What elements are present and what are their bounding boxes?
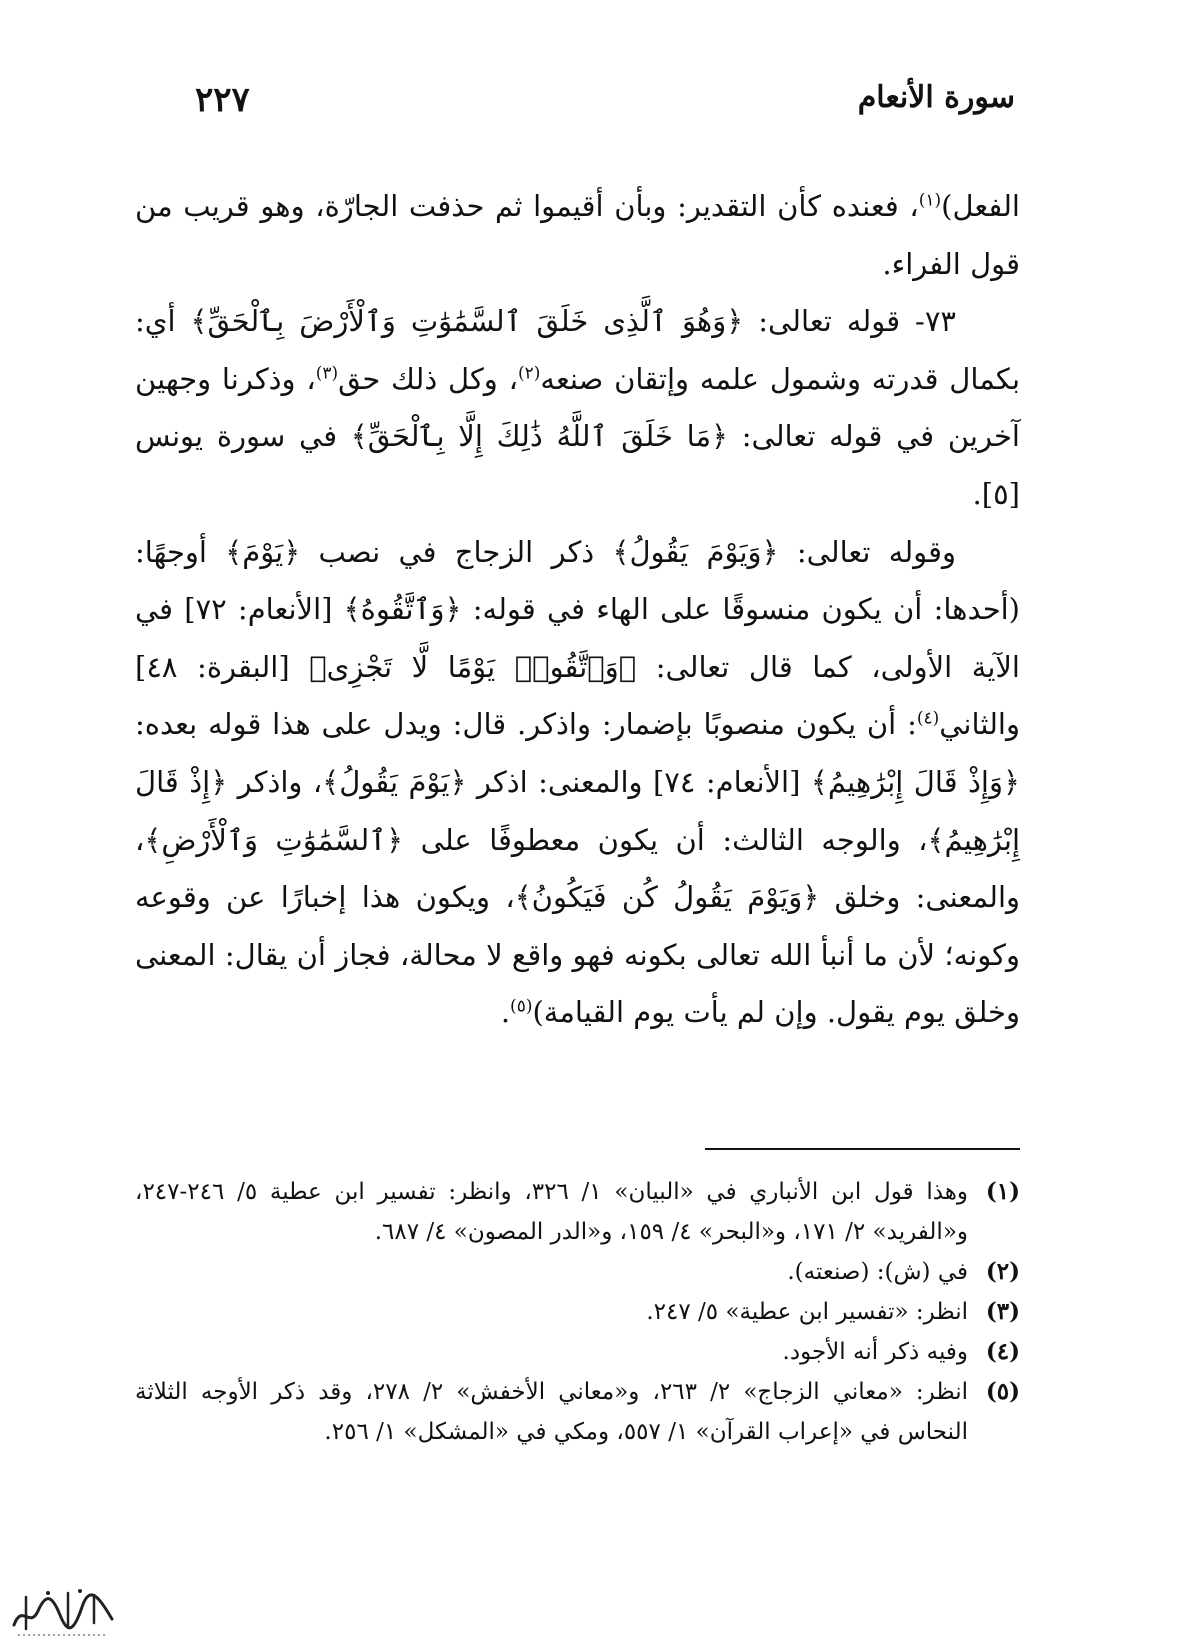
text-span: أوجهًا: (أحدها: أن يكون منسوقًا على الهاء في قوله: [135,534,1020,627]
footnote-item [135,1332,1020,1372]
library-stamp-logo-icon [8,1585,118,1641]
text-span: : أن يكون منصوبًا بإضمار: واذكر. قال: ويدل على هذا قوله بعده: [135,707,917,742]
text-span: ، والوجه الثالث: أن يكون معطوفًا على [403,822,928,857]
quran-quote: ﴿يَوْمَ يَقُولُ﴾ [322,764,467,799]
footnote-item [135,1252,1020,1292]
footnote-ref: (١) [918,190,942,211]
text-span: ٧٣- قوله تعالى: [743,304,957,339]
text-span: الفعل) [941,189,1020,223]
quran-quote: ﴿وَٱتَّقُوا۟ يَوْمًا لَّا تَجْزِى﴾ [309,649,637,684]
main-text [135,178,1020,1042]
text-span: ، واذكر [227,764,323,799]
text-span: [البقرة: ٤٨] والثاني [135,649,1020,742]
text-span: ، والمعنى: وخلق [135,822,1021,915]
footnote-text: انظر: «معاني الزجاج» ٢/ ٢٦٣، و«معاني الأخفش» ٢/ ٢٧٨، وقد ذكر الأوجه الثلاثة النحاس في «إعراب القرآن» ١/ ٥٥٧، ومكي في «المشكل» ١/ ٢٥٦. [135,1379,968,1445]
footnote-number: (٢) [985,1258,1020,1285]
footnote-number: (٥) [985,1378,1020,1405]
footnote-number: (٤) [985,1338,1020,1365]
footnote-item [135,1292,1020,1332]
quran-quote: ﴿وَإِذْ قَالَ إِبْرَٰهِيمُ﴾ [810,764,1020,799]
text-span: . [500,995,511,1030]
footnote-text: وهذا قول ابن الأنباري في «البيان» ١/ ٣٢٦، وانظر: تفسير ابن عطية ٥/ ٢٤٦-٢٤٧، و«الفريد» ٢/ ١٧١، و«البحر» ٤/ ١٥٩، و«الدر المصون» ٤/ ٦٨٧. [135,1179,969,1245]
paragraph-1 [135,178,1020,293]
text-span: في سورة يونس [٥]. [135,419,1020,511]
paragraph-3 [135,524,1020,1042]
text-span: ، فعنده كأن التقدير: وبأن أقيموا ثم حذفت الجارّة، وهو قريب من قول الفراء. [135,189,1020,281]
footnote-item [135,1372,1020,1452]
quran-quote: ﴿وَٱتَّقُوهُ﴾ [343,592,462,627]
quran-quote: ﴿ٱلسَّمَٰوَٰتِ وَٱلْأَرْضِ﴾ [144,822,404,857]
text-span: ذكر الزجاج في نصب [300,534,613,569]
footnote-text: وفيه ذكر أنه الأجود. [782,1339,968,1365]
paragraph-2 [135,293,1020,523]
text-span: وقوله تعالى: [778,534,957,569]
quran-quote: ﴿وَهُوَ ٱلَّذِى خَلَقَ ٱلسَّمَٰوَٰتِ وَٱلْأَرْضَ بِٱلْحَقِّ﴾ [190,304,744,339]
footnote-ref: (٣) [315,363,339,384]
footnotes [135,1172,1020,1452]
footnote-number: (٣) [985,1298,1020,1325]
quran-quote: ﴿وَيَوْمَ يَقُولُ كُن فَيَكُونُ﴾ [514,880,820,915]
text-span: [الأنعام: ٧٢] في الآية الأولى، كما قال تعالى: [135,592,1020,684]
quran-quote: ﴿يَوْمَ﴾ [225,534,301,569]
quran-quote: ﴿إِذْ قَالَ إِبْرَٰهِيمُ﴾ [135,764,1020,857]
text-span: ، وكل ذلك حق [338,361,518,396]
footnote-number: (١) [985,1178,1020,1205]
footnote-item [135,1172,1020,1252]
quran-quote: ﴿مَا خَلَقَ ٱللَّهُ ذَٰلِكَ إِلَّا بِٱلْحَقِّ﴾ [350,419,729,454]
footnote-ref: (٥) [510,996,533,1017]
footnote-divider [705,1148,1020,1150]
text-span: ، وذكرنا وجهين آخرين في قوله تعالى: [135,361,1020,454]
surah-title: سورة الأنعام [857,80,1015,115]
quran-quote: ﴿وَيَوْمَ يَقُولُ﴾ [612,534,779,569]
page-header [195,80,1015,140]
text-span: أي: بكمال قدرته وشمول علمه وإتقان صنعه [135,304,1021,396]
footnote-text: في (ش): (صنعته). [787,1259,968,1285]
page-number: ٢٢٧ [195,80,250,120]
footnote-ref: (٢) [517,363,541,384]
text-span: ، ويكون هذا إخبارًا عن وقوعه وكونه؛ لأن ما أنبأ الله تعالى بكونه فهو واقع لا محالة، فجاز أن يقال: المعنى وخلق يوم يقول. وإن لم يأت يوم القيامة) [135,880,1020,1030]
footnote-ref: (٤) [916,708,940,729]
text-span: [الأنعام: ٧٤] والمعنى: اذكر [466,764,811,799]
footnote-text: انظر: «تفسير ابن عطية» ٥/ ٢٤٧. [646,1299,968,1325]
